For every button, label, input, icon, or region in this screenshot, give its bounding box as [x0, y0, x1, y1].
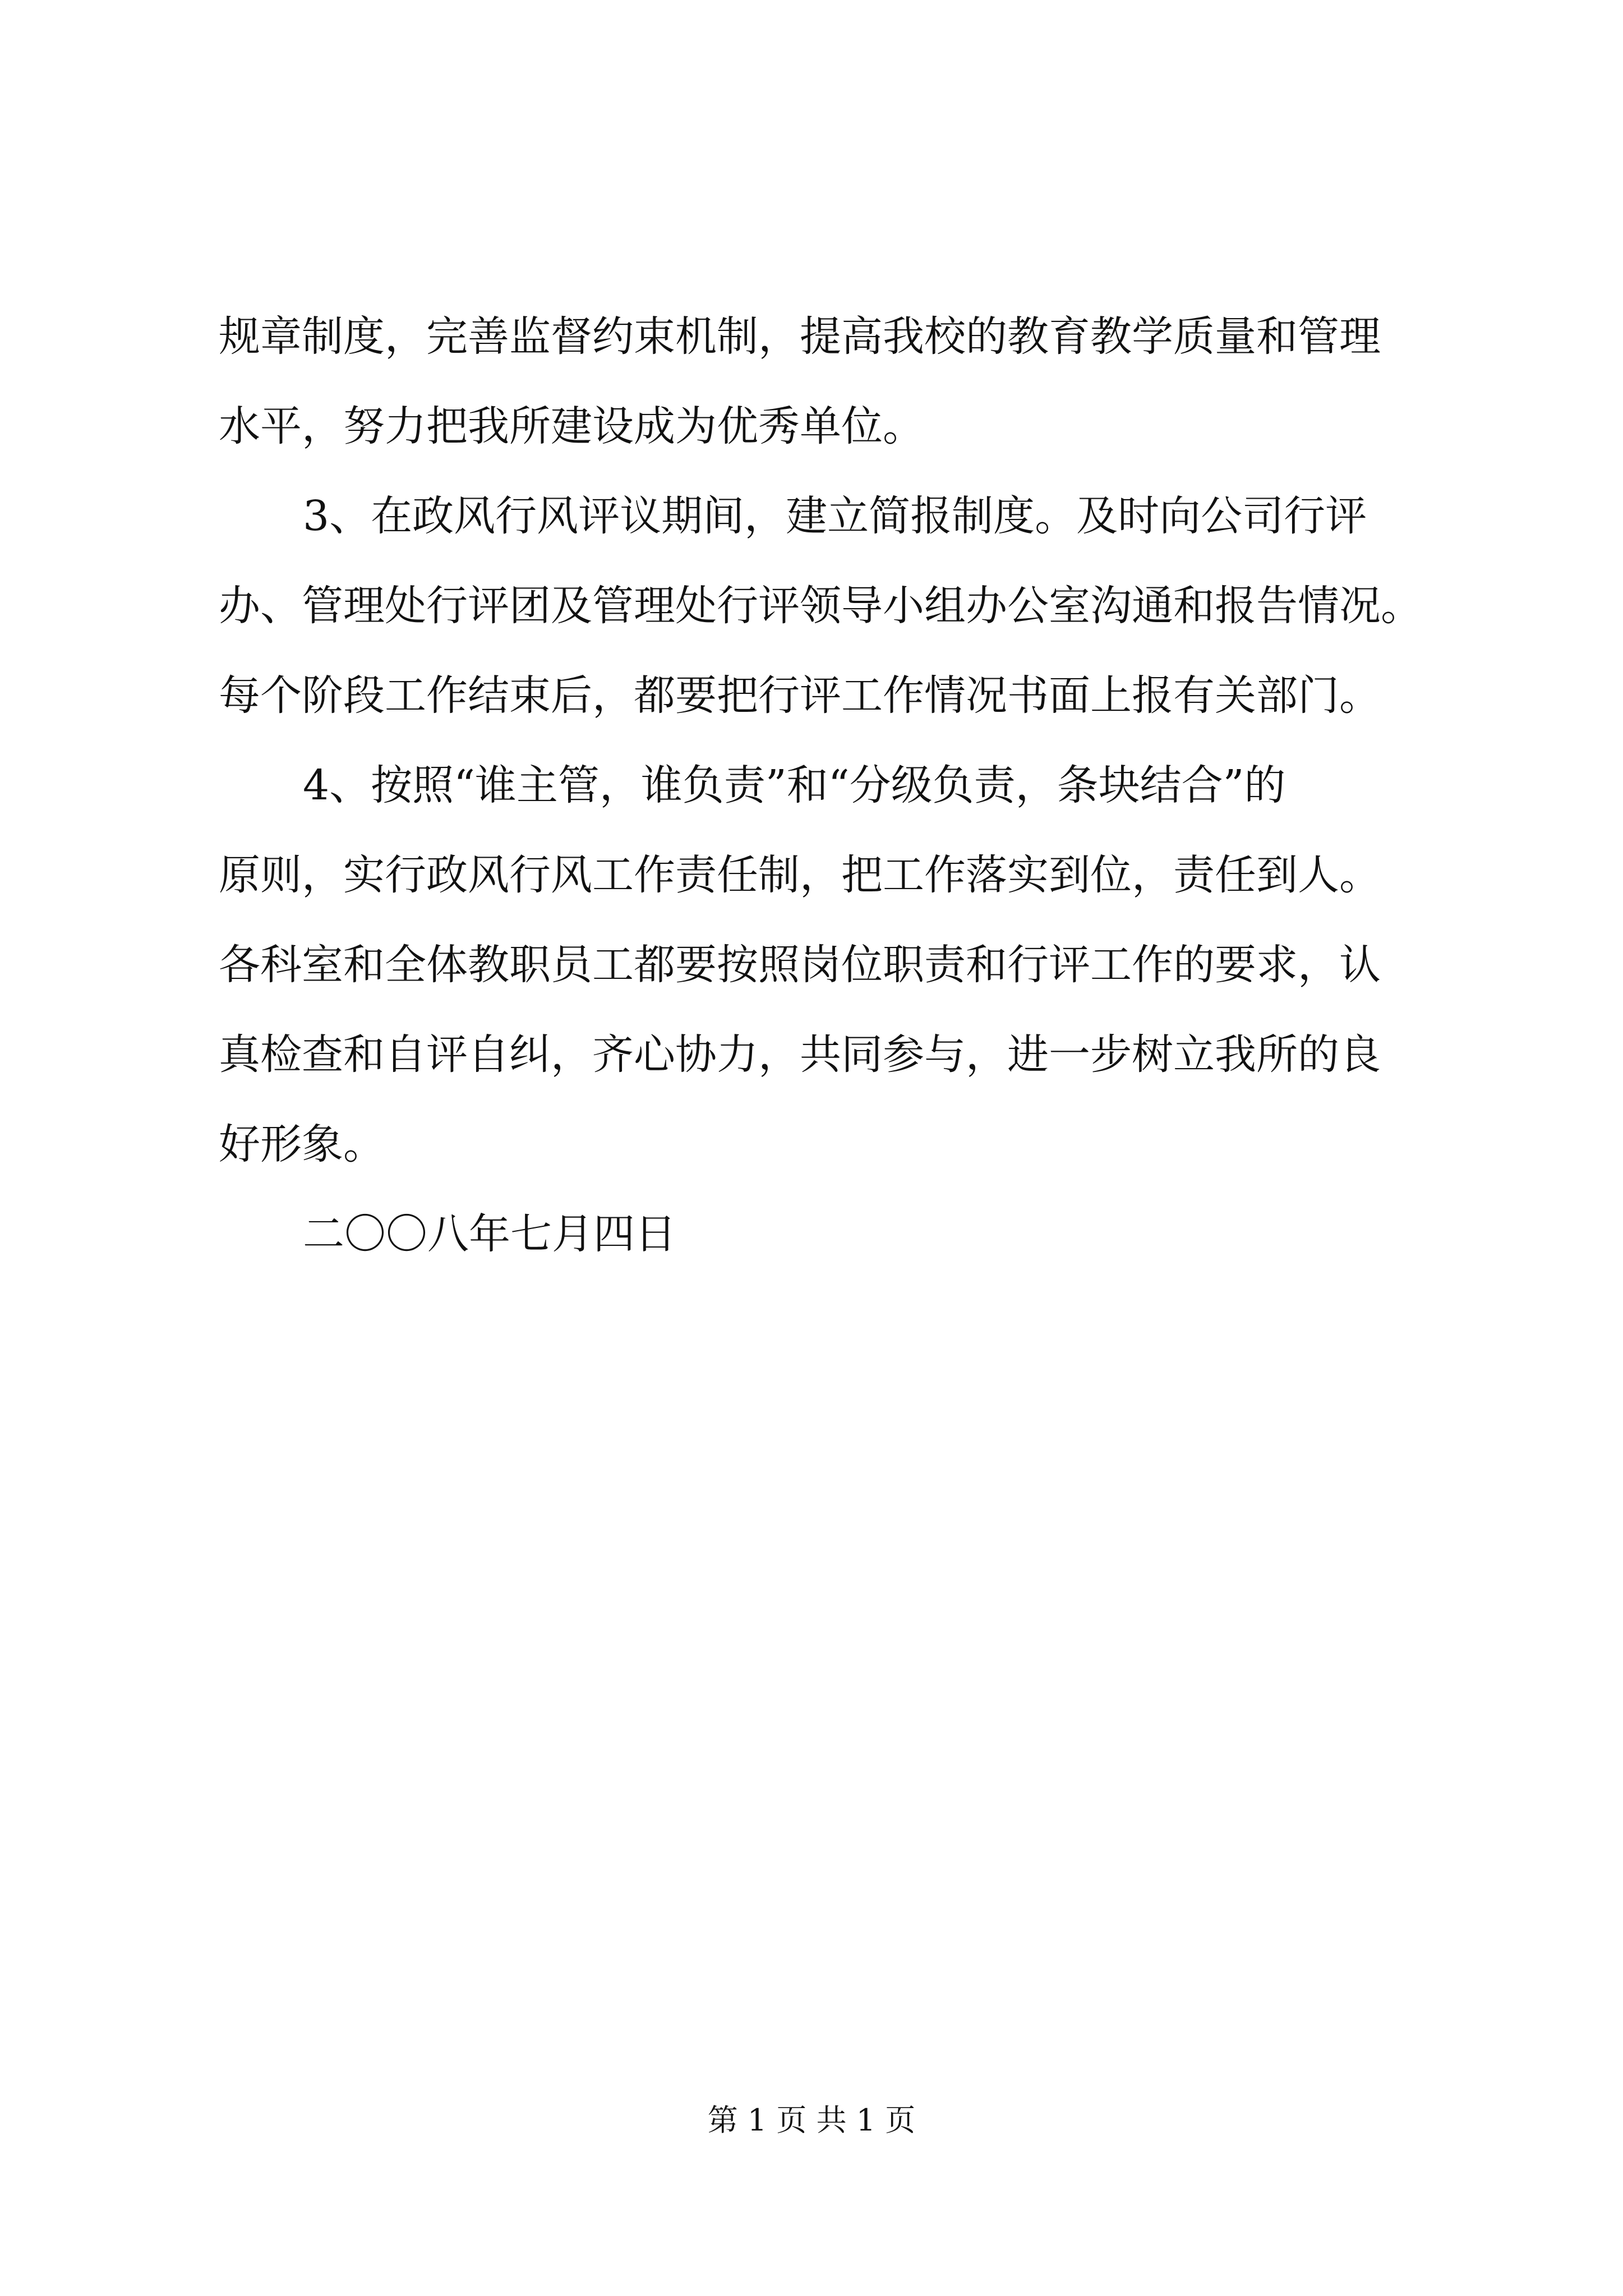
body-text-line: 水平，努力把我所建设成为优秀单位。 — [219, 402, 924, 450]
body-text-line: 原则，实行政风行风工作责任制，把工作落实到位，责任到人。 — [219, 851, 1381, 899]
paragraph-3-line: 3、在政风行风评议期间，建立简报制度。及时向公司行评 — [303, 492, 1367, 540]
body-text-line: 规章制度，完善监督约束机制，提高我校的教育教学质量和管理 — [219, 312, 1381, 361]
paragraph-4-line: 4、按照“谁主管，谁负责”和“分级负责，条块结合”的 — [303, 761, 1286, 809]
body-text-line: 真检查和自评自纠，齐心协力，共同参与，进一步树立我所的良 — [219, 1030, 1381, 1079]
body-text-line: 办、管理处行评团及管理处行评领导小组办公室沟通和报告情况。 — [219, 582, 1422, 630]
body-text-line: 各科室和全体教职员工都要按照岗位职责和行评工作的要求，认 — [219, 941, 1381, 989]
body-text-line: 每个阶段工作结束后，都要把行评工作情况书面上报有关部门。 — [219, 671, 1381, 720]
date-line: 二〇〇八年七月四日 — [303, 1210, 676, 1258]
page-number-footer: 第 1 页 共 1 页 — [707, 2102, 916, 2138]
body-text-line: 好形象。 — [219, 1120, 385, 1168]
